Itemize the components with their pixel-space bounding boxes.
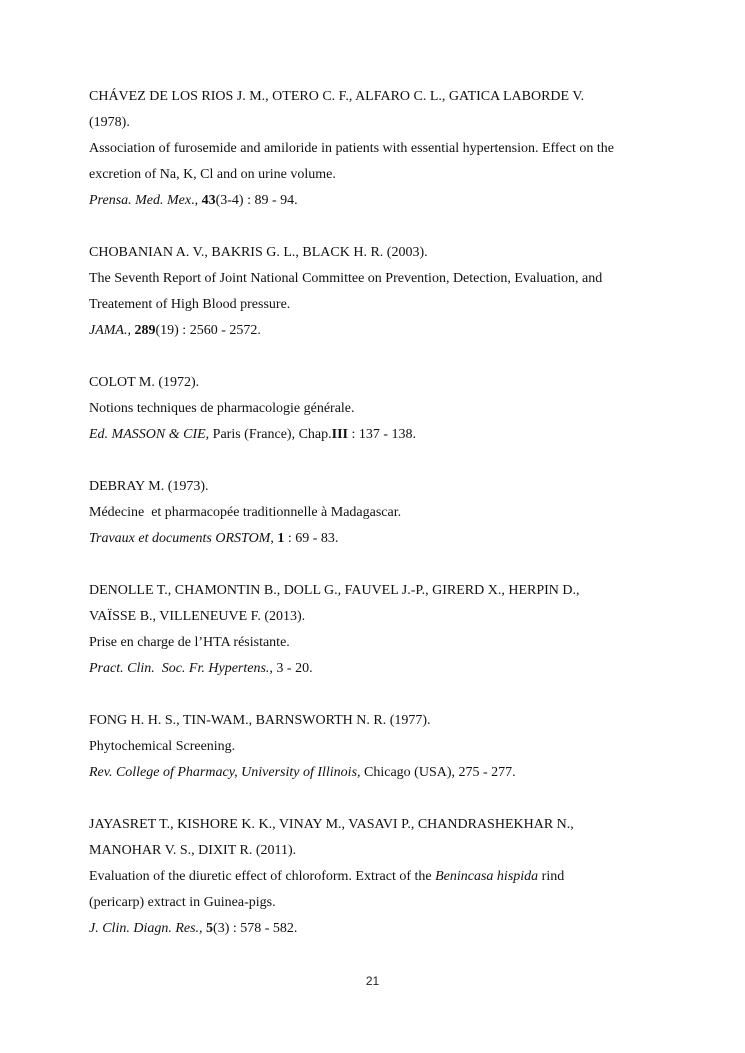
reference-entry (89, 708, 664, 786)
reference-entry (89, 578, 664, 682)
reference-authors: CHÁVEZ DE LOS RIOS J. M., OTERO C. F., ALFARO C. L., GATICA LABORDE V. (89, 89, 585, 104)
reference-citation (89, 188, 664, 214)
reference-pages: : 69 - 83. (284, 531, 339, 546)
reference-entry (89, 240, 664, 344)
reference-pages: : 137 - 138. (347, 427, 417, 442)
reference-source: Rev. College of Pharmacy, University of Illinois, (89, 765, 361, 780)
reference-title: excretion of Na, K, Cl and on urine volume. (89, 167, 336, 182)
reference-volume: 5 (206, 921, 214, 936)
reference-authors: DEBRAY M. (1973). (89, 479, 209, 494)
reference-pages: (19) : 2560 - 2572. (155, 323, 261, 338)
reference-place: Paris (France), Chap. (209, 427, 332, 442)
reference-entry (89, 370, 664, 448)
reference-journal: Travaux et documents ORSTOM (89, 531, 271, 546)
reference-title: Médecine et pharmacopée traditionnelle à Madagascar. (89, 505, 402, 520)
reference-title: Association of furosemide and amiloride in patients with essential hypertension. Effect on the (89, 141, 614, 156)
reference-list (89, 84, 664, 968)
reference-journal: J. Clin. Diagn. Res., (89, 921, 203, 936)
page-number: 21 (365, 974, 380, 988)
reference-volume: 43 (201, 193, 216, 208)
reference-title: Phytochemical Screening. (89, 739, 236, 754)
reference-authors: JAYASRET T., KISHORE K. K., VINAY M., VASAVI P., CHANDRASHEKHAR N., (89, 817, 574, 832)
reference-volume: 289 (134, 323, 156, 338)
reference-publisher: Ed. MASSON & CIE, (89, 427, 210, 442)
reference-chapter: III (331, 427, 348, 442)
reference-year: (1978). (89, 115, 130, 130)
reference-title: Prise en charge de l’HTA résistante. (89, 635, 290, 650)
reference-citation (89, 656, 664, 682)
reference-journal: Pract. Clin. Soc. Fr. Hypertens. (89, 661, 270, 676)
reference-separator: ., (191, 193, 199, 208)
reference-separator: , (270, 531, 278, 546)
reference-title: The Seventh Report of Joint National Committee on Prevention, Detection, Evaluation, and (89, 271, 603, 286)
reference-journal: JAMA., (89, 323, 131, 338)
reference-pages: , 3 - 20. (269, 661, 313, 676)
reference-authors: MANOHAR V. S., DIXIT R. (2011). (89, 843, 297, 858)
reference-pages: (3) : 578 - 582. (213, 921, 298, 936)
reference-authors: FONG H. H. S., TIN-WAM., BARNSWORTH N. R. (1977). (89, 713, 431, 728)
reference-citation (89, 760, 664, 786)
reference-species: Benincasa hispida (435, 869, 539, 884)
reference-entry (89, 84, 664, 214)
reference-citation (89, 422, 664, 448)
reference-title: (pericarp) extract in Guinea-pigs. (89, 895, 276, 910)
reference-pages: (3-4) : 89 - 94. (215, 193, 298, 208)
reference-citation (89, 916, 664, 942)
reference-entry (89, 474, 664, 552)
reference-place: Chicago (USA), 275 - 277. (360, 765, 516, 780)
reference-authors: DENOLLE T., CHAMONTIN B., DOLL G., FAUVEL J.-P., GIRERD X., HERPIN D., (89, 583, 580, 598)
reference-title: Treatement of High Blood pressure. (89, 297, 291, 312)
reference-title-text: rind (538, 869, 565, 884)
reference-authors: COLOT M. (1972). (89, 375, 200, 390)
reference-journal: Prensa. Med. Mex (89, 193, 192, 208)
reference-title (89, 864, 664, 890)
reference-title-text: Evaluation of the diuretic effect of chloroform. Extract of the (89, 869, 436, 884)
reference-authors: VAÏSSE B., VILLENEUVE F. (2013). (89, 609, 306, 624)
reference-citation (89, 526, 664, 552)
reference-entry (89, 812, 664, 942)
reference-title: Notions techniques de pharmacologie générale. (89, 401, 355, 416)
reference-volume: 1 (277, 531, 285, 546)
reference-citation (89, 318, 664, 344)
reference-authors: CHOBANIAN A. V., BAKRIS G. L., BLACK H. R. (2003). (89, 245, 428, 260)
